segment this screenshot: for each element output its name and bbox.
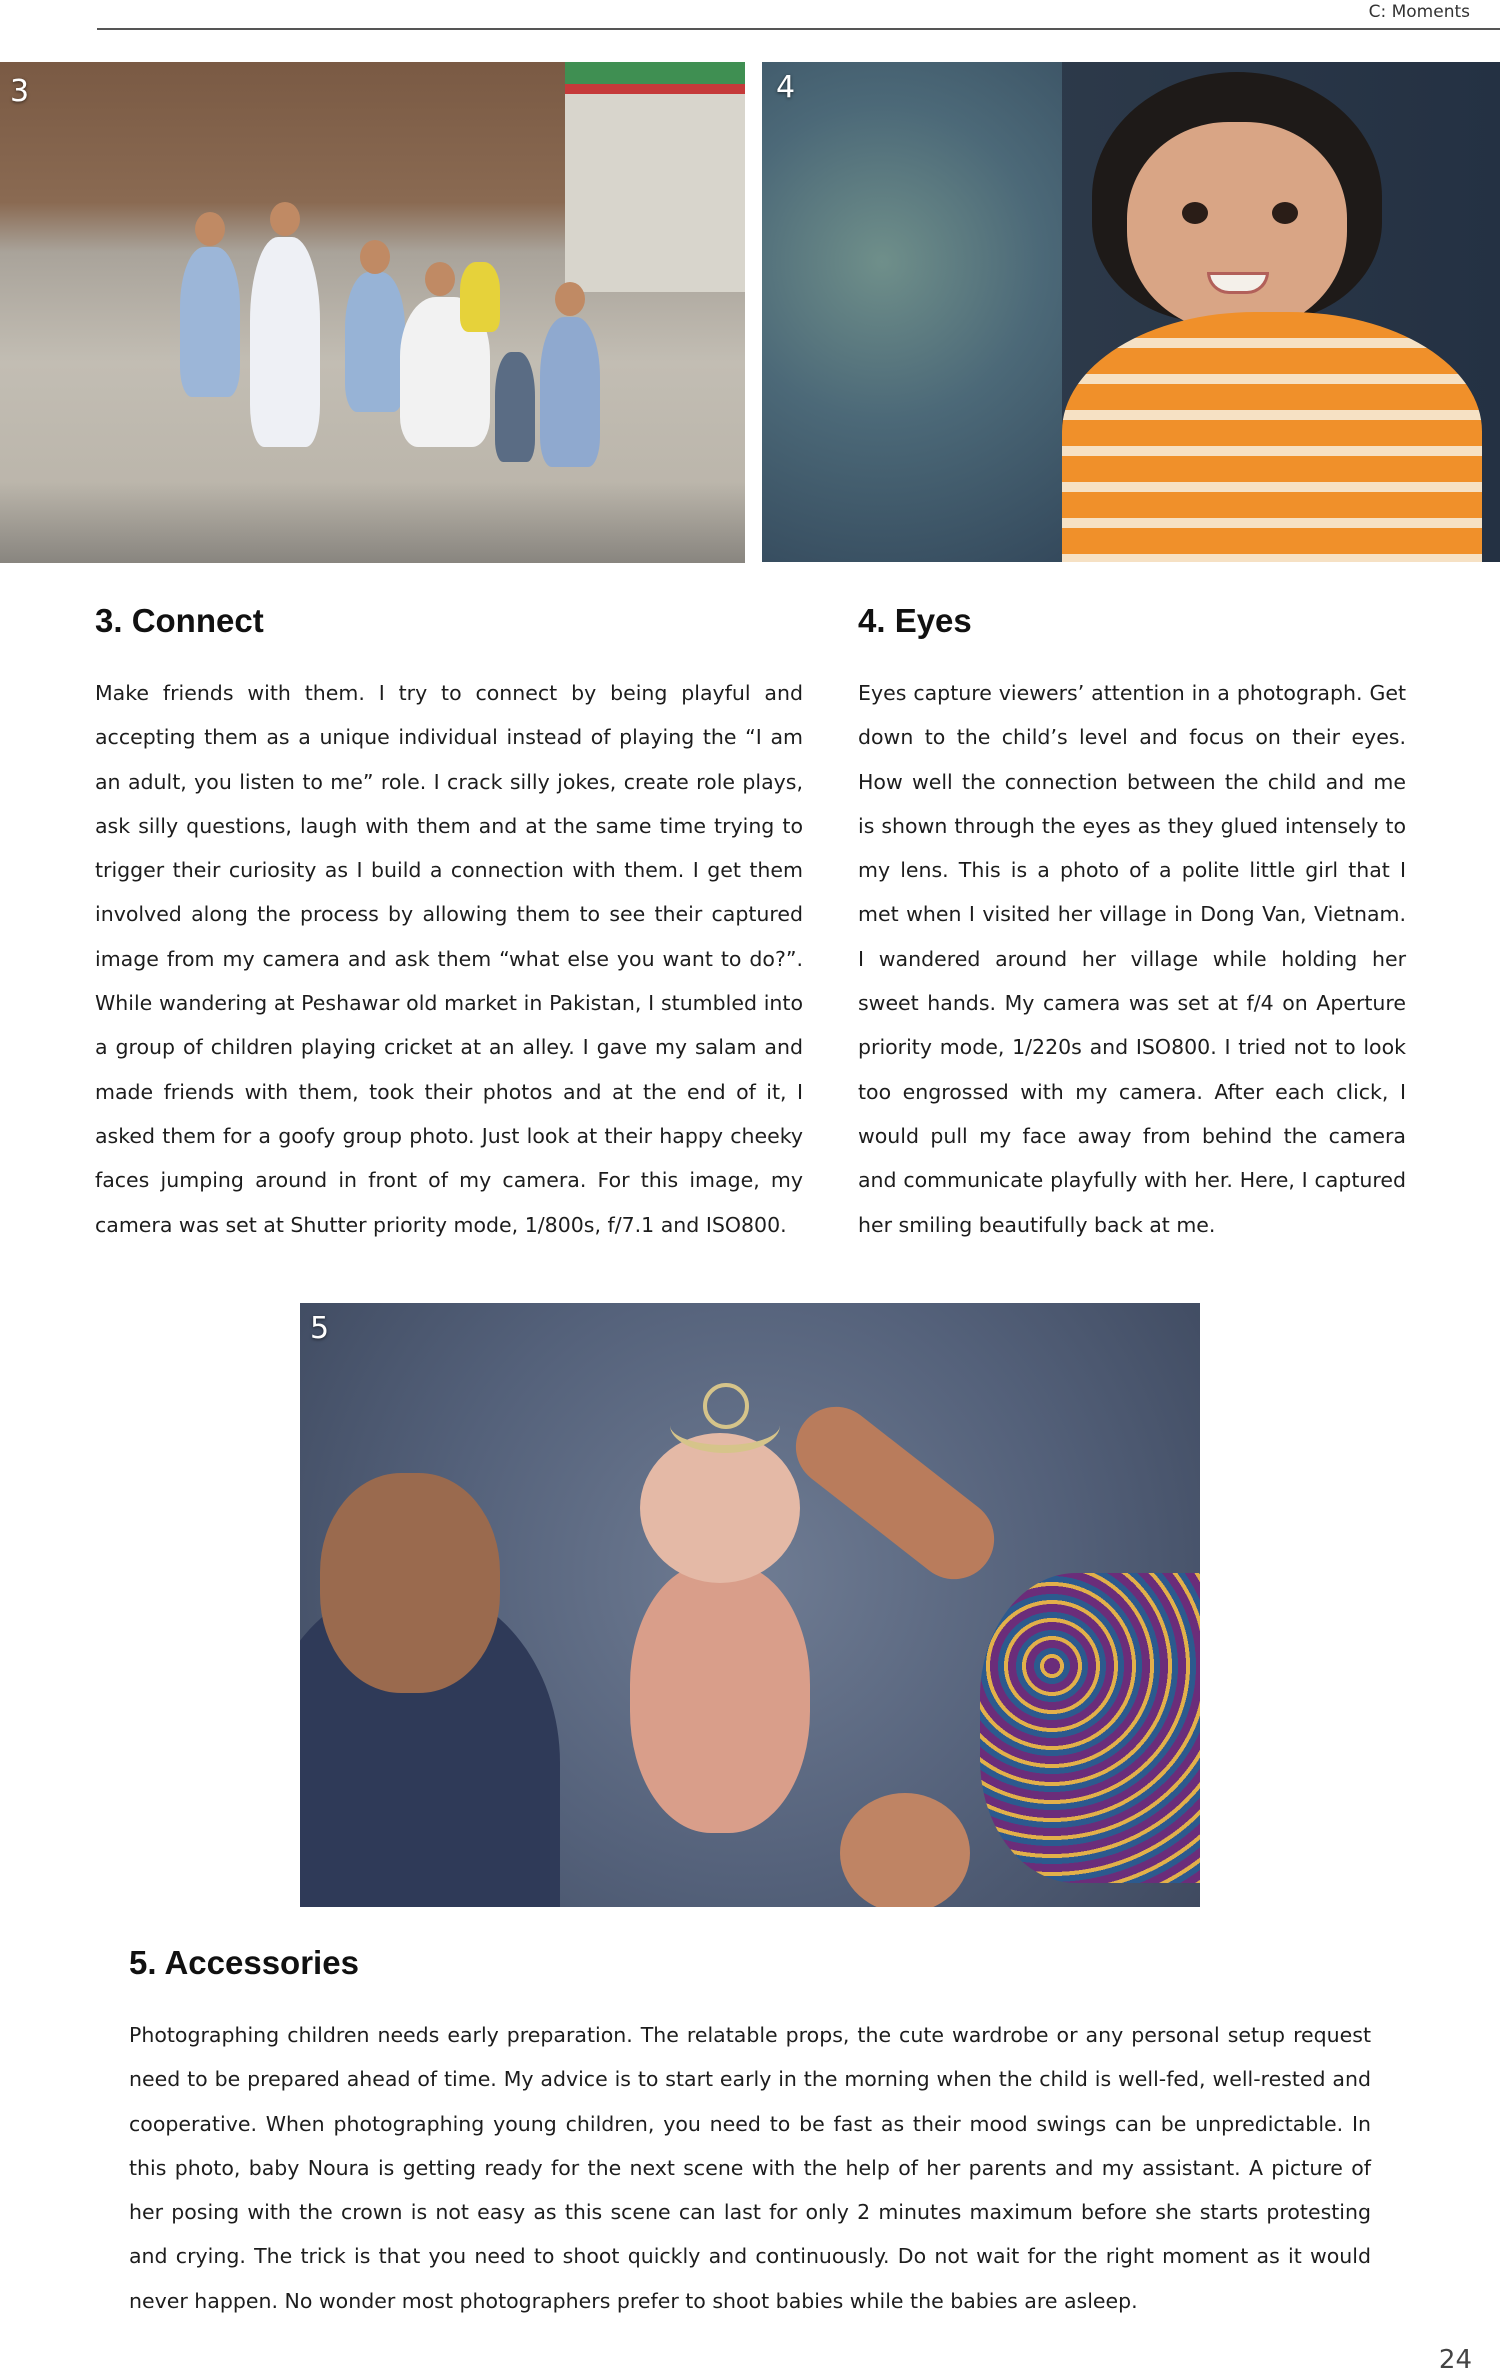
girl-eye: [1272, 202, 1298, 224]
child-head: [360, 240, 390, 274]
section-body-connect: Make friends with them. I try to connect by being playful and accepting them as a unique individual instead of playing the “I am an adult, you listen to me” role. I crack silly jokes, create role plays, ask silly questions, laugh with them and at the same time trying to trigger their curiosity as I build a connection with them. I get them involved along the process by allowing them to see their captured image from my camera and ask them “what else you want to do?”. While wandering at Peshawar old market in Pakistan, I stumbled into a group of children playing cricket at an alley. I gave my salam and made friends with them, took their photos and at the end of it, I asked them for a goofy group photo. Just look at their happy cheeky faces jumping around in front of my camera. For this image, my camera was set at Shutter priority mode, 1/800s, f/7.1 and ISO800.: [95, 681, 803, 1237]
section-heading-eyes: 4. Eyes: [858, 602, 972, 639]
page-number: 24: [1438, 2345, 1472, 2375]
wall-painted: [565, 62, 745, 292]
wall-stripe-green: [565, 62, 745, 84]
mother-arm: [780, 1391, 1010, 1596]
mossy-wall: [762, 62, 1062, 562]
photo-children-jumping: [0, 62, 745, 563]
child-head: [425, 262, 455, 296]
child-head: [270, 202, 300, 236]
photo-number: 4: [776, 70, 796, 105]
section-label: C: Moments: [1368, 2, 1470, 22]
section-heading-connect: 3. Connect: [95, 602, 264, 639]
child-head: [555, 282, 585, 316]
photo-girl-orange-shirt: [762, 62, 1500, 562]
father-head: [320, 1473, 500, 1693]
child-figure: [180, 247, 240, 397]
child-figure: [345, 272, 405, 412]
section-body-accessories: Photographing children needs early preparation. The relatable props, the cute wardrobe or any personal setup request need to be prepared ahead of time. My advice is to start early in the morning when the child is well-fed, well-rested and cooperative. When photographing young children, you need to be fast as their mood swings can be unpredictable. In this photo, baby Noura is getting ready for the next scene with the help of her parents and my assistant. A picture of her posing with the crown is not easy as this scene can last for only 2 minutes maximum before she starts protesting and crying. The trick is that you need to shoot quickly and continuously. Do not wait for the right moment as it would never happen. No wonder most photographers prefer to shoot babies while the babies are asleep.: [129, 2023, 1371, 2313]
assistant-hand: [840, 1793, 970, 1907]
child-figure: [495, 352, 535, 462]
crown-peak: [703, 1383, 749, 1429]
wall-stripe-red: [565, 84, 745, 94]
ground-shadow: [0, 482, 745, 563]
section-heading-accessories: 5. Accessories: [129, 1944, 359, 1981]
photo-baby-crown: [300, 1303, 1200, 1907]
child-figure: [540, 317, 600, 467]
baby-head: [640, 1433, 800, 1583]
girl-face: [1127, 122, 1347, 332]
header-rule: [97, 28, 1500, 30]
section-body-eyes: Eyes capture viewers’ attention in a photograph. Get down to the child’s level and focus on their eyes. How well the connection between the child and me is shown through the eyes as they glued intensely to my lens. This is a photo of a polite little girl that I met when I visited her village in Dong Van, Vietnam. I wandered around her village while holding her sweet hands. My camera was set at f/4 on Aperture priority mode, 1/220s and ISO800. I tried not to look too engrossed with my camera. After each click, I would pull my face away from behind the camera and communicate playfully with her. Here, I captured her smiling beautifully back at me.: [858, 681, 1406, 1237]
child-figure: [460, 262, 500, 332]
child-figure: [250, 237, 320, 447]
girl-eye: [1182, 202, 1208, 224]
child-head: [195, 212, 225, 246]
photo-number: 3: [10, 74, 30, 109]
orange-striped-shirt: [1062, 312, 1482, 562]
photo-number: 5: [310, 1311, 330, 1346]
baby-body: [630, 1563, 810, 1833]
patterned-sleeve: [980, 1573, 1200, 1883]
